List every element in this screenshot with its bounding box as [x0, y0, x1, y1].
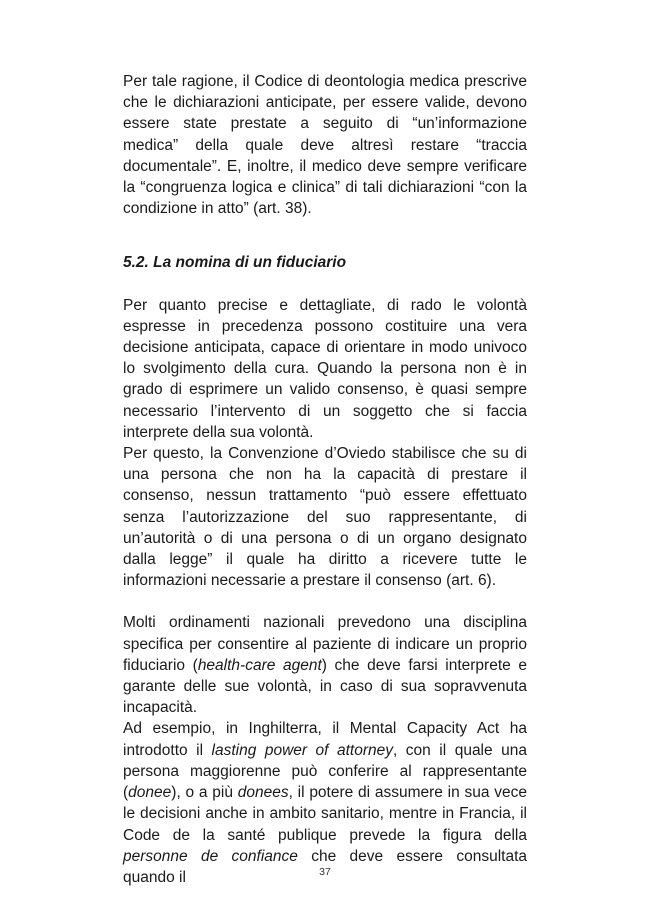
page-number: 37 [319, 866, 331, 878]
paragraph-4-italic: health-care agent [197, 656, 322, 674]
section-heading: 5.2. La nomina di un fiduciario [123, 254, 347, 272]
paragraph-5-text: ), o a più [171, 784, 238, 802]
paragraph-5-text: Ad esempio, in Inghilterra, il Mental Capacity Act ha introdotto il [123, 720, 527, 759]
paragraph-5-italic: personne de confiance [123, 847, 298, 865]
paragraph-5-text: che deve essere consultata quando il [123, 847, 527, 886]
paragraph-5-italic: donee [128, 784, 172, 802]
spacer [123, 219, 527, 240]
spacer [123, 591, 527, 612]
paragraph-4 [123, 612, 527, 718]
paragraph-4-text: Molti ordinamenti nazionali prevedono una disciplina specifica per consentire al paziente di indicare un proprio fiduciario ( [123, 614, 527, 674]
document-page [123, 71, 527, 888]
spacer [123, 274, 527, 295]
paragraph-5 [123, 718, 527, 888]
paragraph-2: Per quanto precise e dettagliate, di rado le volontà espresse in precedenza possono costituire una vera decisione anticipata, capace di orientare in modo univoco lo svolgimento della cura. Quando la persona non è in grado di esprimere un valido consenso, è quasi sempre necessario l’intervento di un soggetto che si faccia interprete della sua volontà. [123, 296, 527, 441]
paragraph-5-italic: lasting power of attorney [211, 741, 393, 759]
paragraph-1: Per tale ragione, il Codice di deontologia medica prescrive che le dichiarazioni anticipate, per essere valide, devono essere state prestate a seguito di “un’informazione medica” della quale deve altresì restare “traccia documentale”. E, inoltre, il medico deve sempre verificare la “congruenza logica e clinica” di tali dichiarazioni “con la condizione in atto” (art. 38). [123, 73, 527, 218]
paragraph-5-text: , con il quale una persona maggiorenne può conferire al rappresentante ( [123, 741, 527, 802]
paragraph-4-text: ) che deve farsi interprete e garante delle sue volontà, in caso di sua sopravvenuta incapacità. [123, 656, 527, 717]
spacer [123, 240, 527, 252]
paragraph-3: Per questo, la Convenzione d’Oviedo stabilisce che su di una persona che non ha la capacità di prestare il consenso, nessun trattamento “può essere effettuato senza l’autorizzazione del suo rappresentante, di un’autorità o di una persona o di un organo designato dalla legge” il quale ha diritto a ricevere tutte le informazioni necessarie a prestare il consenso (art. 6). [123, 445, 527, 590]
paragraph-5-text: , il potere di assumere in sua vece le decisioni anche in ambito sanitario, mentre in Francia, il Code de la santé publique prevede la figura della [123, 784, 527, 844]
paragraph-5-italic: donees [237, 784, 289, 802]
